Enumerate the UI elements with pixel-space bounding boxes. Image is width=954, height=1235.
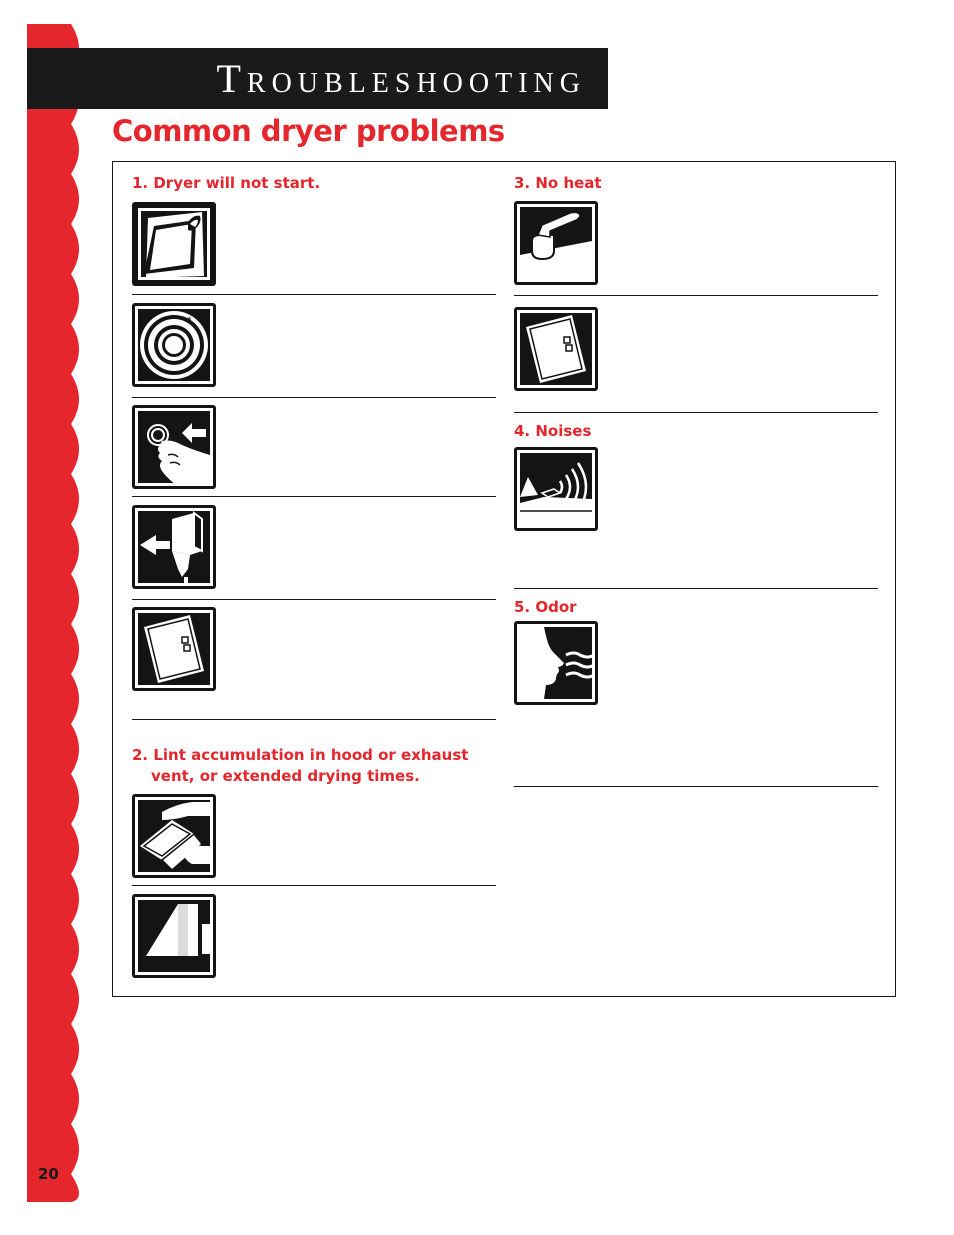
control-dial-icon [132,303,216,387]
divider [132,885,496,886]
divider [132,496,496,497]
divider [132,599,496,600]
problems-panel [112,161,896,997]
push-start-button-icon [132,405,216,489]
odor-smell-icon [514,621,598,705]
section-heading-lint-accumulation-line2: vent, or extended drying times. [151,767,420,785]
dryer-door-icon [132,202,216,286]
divider [132,719,496,720]
section-heading-noises: 4. Noises [514,422,592,440]
fuse-box-icon [514,307,598,391]
section-heading-no-heat: 3. No heat [514,174,602,192]
page-number: 20 [38,1165,59,1183]
red-edge-shape [27,24,79,1202]
svg-text:*: * [187,316,192,326]
gas-valve-icon [514,201,598,285]
section-banner-title: Troubleshooting [216,56,586,101]
divider [514,412,878,413]
fuse-box-icon [132,607,216,691]
power-plug-icon [132,505,216,589]
red-edge-strip [27,24,83,1202]
lint-screen-cleaning-icon [132,794,216,878]
divider [514,786,878,787]
page-title: Common dryer problems [112,114,505,148]
exhaust-hood-icon [132,894,216,978]
divider [132,397,496,398]
dryer-noise-icon [514,447,598,531]
section-heading-dryer-will-not-start: 1. Dryer will not start. [132,174,321,192]
section-heading-lint-accumulation: 2. Lint accumulation in hood or exhaust [132,746,469,764]
divider [514,588,878,589]
divider [132,294,496,295]
section-banner [27,48,608,109]
divider [514,295,878,296]
section-heading-odor: 5. Odor [514,598,577,616]
